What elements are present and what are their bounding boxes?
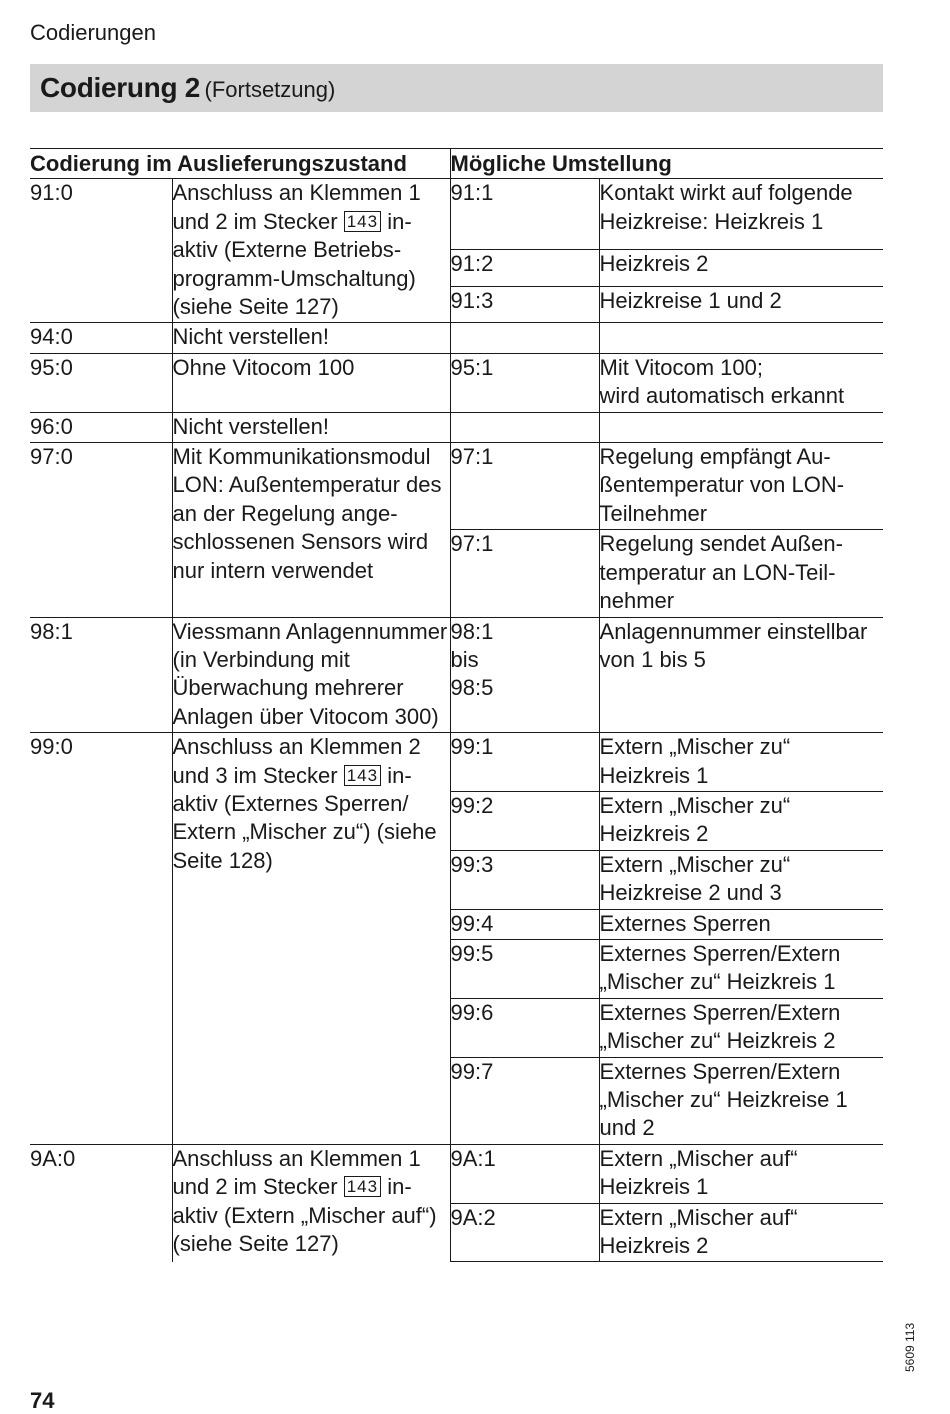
default-code: 97:0 xyxy=(30,443,172,617)
option-description: Extern „Mischer zu“ Heizkreis 2 xyxy=(599,791,883,850)
option-code: 95:1 xyxy=(450,353,599,412)
option-code: 91:2 xyxy=(450,250,599,287)
default-description: Ohne Vitocom 100 xyxy=(172,353,450,412)
option-code: 99:5 xyxy=(450,939,599,998)
option-description: Mit Vitocom 100; wird automatisch erkannt xyxy=(599,353,883,412)
option-code-empty xyxy=(450,412,599,442)
option-code: 97:1 xyxy=(450,530,599,617)
table-row xyxy=(30,443,883,530)
option-description: Externes Sperren/Extern „Mischer zu“ Heizkreis 2 xyxy=(599,998,883,1057)
option-code: 99:2 xyxy=(450,791,599,850)
header-default-coding: Codierung im Auslieferungszustand xyxy=(30,149,450,179)
title-bar xyxy=(30,64,883,112)
table-row xyxy=(30,733,883,792)
page-title: Codierung 2 xyxy=(40,72,201,103)
default-description: Mit Kommunikationsmodul LON: Außentemperatur des an der Regelung angeschlossenen Sensors wird nur intern verwendet xyxy=(172,443,450,617)
default-description: Nicht verstellen! xyxy=(172,412,450,442)
table-row xyxy=(30,1144,883,1203)
default-code: 99:0 xyxy=(30,733,172,1145)
default-description: Anschluss an Klemmen 2 und 3 im Stecker 143 inaktiv (Externes Sperren/ Extern „Mischer zu“) (siehe Seite 128) xyxy=(172,733,450,1145)
default-code: 98:1 xyxy=(30,617,172,733)
option-description: Regelung sendet Außentemperatur an LON-Teilnehmer xyxy=(599,530,883,617)
option-description: Heizkreise 1 und 2 xyxy=(599,286,883,323)
page-number: 74 xyxy=(30,1388,55,1413)
option-description: Anlagennummer einstellbar von 1 bis 5 xyxy=(599,617,883,733)
option-description: Extern „Mischer zu“ Heizkreis 1 xyxy=(599,733,883,792)
option-code: 91:3 xyxy=(450,286,599,323)
option-description: Extern „Mischer auf“ Heizkreis 1 xyxy=(599,1144,883,1203)
plug-number-box: 143 xyxy=(344,1176,381,1197)
option-code: 99:1 xyxy=(450,733,599,792)
default-code: 96:0 xyxy=(30,412,172,442)
default-code: 94:0 xyxy=(30,323,172,353)
default-description: Viessmann Anlagennummer (in Verbindung mit Überwachung mehrerer Anlagen über Vitocom 300) xyxy=(172,617,450,733)
option-description-empty xyxy=(599,412,883,442)
table-row xyxy=(30,179,883,250)
option-code: 99:4 xyxy=(450,909,599,939)
table-row xyxy=(30,617,883,733)
plug-number-box: 143 xyxy=(344,211,381,232)
option-code: 99:6 xyxy=(450,998,599,1057)
header-possible-change: Mögliche Umstellung xyxy=(450,149,883,179)
option-code: 97:1 xyxy=(450,443,599,530)
option-description: Externes Sperren/Extern „Mischer zu“ Heizkreise 1 und 2 xyxy=(599,1057,883,1144)
default-description: Nicht verstellen! xyxy=(172,323,450,353)
coding-table xyxy=(30,148,883,1262)
option-code: 9A:1 xyxy=(450,1144,599,1203)
plug-number-box: 143 xyxy=(344,765,381,786)
option-code-empty xyxy=(450,323,599,353)
option-description: Regelung empfängt Außentemperatur von LON-Teilnehmer xyxy=(599,443,883,530)
option-code: 99:3 xyxy=(450,850,599,909)
default-code: 9A:0 xyxy=(30,1145,76,1171)
option-description: Extern „Mischer auf“ Heizkreis 2 xyxy=(599,1203,883,1262)
option-code: 91:1 xyxy=(450,179,599,250)
table-row xyxy=(30,412,883,442)
option-description: Externes Sperren/Extern „Mischer zu“ Heizkreis 1 xyxy=(599,939,883,998)
table-row xyxy=(30,323,883,353)
option-description: Externes Sperren xyxy=(599,909,883,939)
option-code: 9A:2 xyxy=(450,1203,599,1262)
default-code: 95:0 xyxy=(30,353,172,412)
default-description: Anschluss an Klemmen 1 und 2 im Stecker 143 inaktiv (Extern „Mischer auf“) (siehe Seite 127) xyxy=(172,1144,450,1262)
page-subtitle: (Fortsetzung) xyxy=(204,77,336,102)
default-code: 91:0 xyxy=(30,179,172,323)
option-description: Kontakt wirkt auf folgende Heizkreise: Heizkreis 1 xyxy=(599,179,883,250)
option-description: Heizkreis 2 xyxy=(599,250,883,287)
option-code: 98:1 bis 98:5 xyxy=(450,617,599,733)
section-header: Codierungen xyxy=(30,20,156,45)
option-description: Extern „Mischer zu“ Heizkreise 2 und 3 xyxy=(599,850,883,909)
table-header-row xyxy=(30,149,883,179)
default-description: Anschluss an Klemmen 1 und 2 im Stecker 143 inaktiv (Externe Betriebsprogramm-Umschaltung) (siehe Seite 127) xyxy=(172,179,450,323)
table-row xyxy=(30,353,883,412)
option-description-empty xyxy=(599,323,883,353)
document-code: 5609 113 xyxy=(903,1322,917,1372)
option-code: 99:7 xyxy=(450,1057,599,1144)
